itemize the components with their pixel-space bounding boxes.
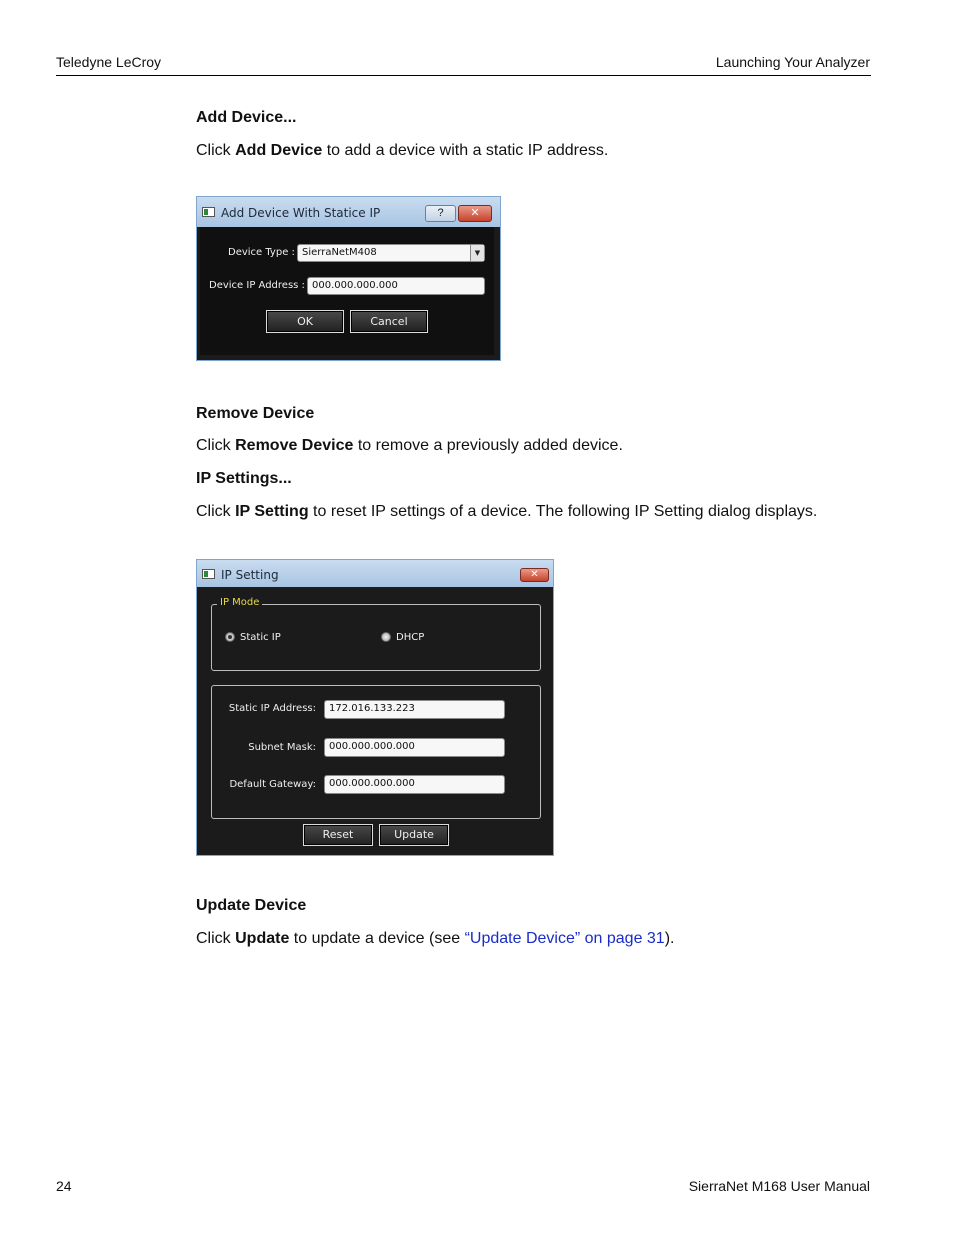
device-type-select[interactable]: SierraNetM408 ▼ [297,244,485,262]
default-gateway-input[interactable]: 000.000.000.000 [324,775,505,794]
ip-settings-heading: IP Settings... [196,470,292,487]
cancel-button[interactable]: Cancel [350,310,428,333]
device-ip-label: Device IP Address : [209,280,305,291]
header-rule [56,75,871,76]
page-number: 24 [56,1178,72,1194]
ip-mode-group [211,597,541,671]
window-icon [202,569,215,579]
add-device-dialog [196,196,501,361]
ip-dialog-title: IP Setting [221,568,279,582]
window-icon [202,207,215,217]
reset-button[interactable]: Reset [303,824,373,846]
update-device-paragraph: Click Update to update a device (see “Update Device” on page 31). [196,930,675,947]
add-device-paragraph: Click Add Device to add a device with a static IP address. [196,142,609,159]
ip-setting-dialog [196,559,554,856]
static-ip-radio[interactable] [225,632,235,642]
device-type-label: Device Type : [228,247,295,258]
dhcp-radio-label: DHCP [396,632,425,643]
static-ip-address-label: Static IP Address: [228,703,316,714]
ip-dialog-titlebar [197,560,553,587]
chevron-down-icon[interactable]: ▼ [470,245,484,261]
add-dialog-title: Add Device With Statice IP [221,206,381,220]
add-dialog-body [200,227,494,355]
address-group [211,685,541,819]
add-device-heading: Add Device... [196,109,297,126]
static-ip-address-input[interactable]: 172.016.133.223 [324,700,505,719]
device-ip-input[interactable]: 000.000.000.000 [307,277,485,295]
close-button[interactable]: ✕ [458,205,492,222]
update-device-link[interactable]: “Update Device” on page 31 [464,930,665,947]
header-company: Teledyne LeCroy [56,54,162,70]
ip-mode-legend: IP Mode [217,597,262,608]
help-button[interactable]: ? [425,205,456,222]
static-ip-radio-label: Static IP [240,632,281,643]
header-chapter: Launching Your Analyzer [715,54,870,70]
remove-device-paragraph: Click Remove Device to remove a previously added device. [196,437,623,454]
close-button[interactable]: ✕ [520,568,549,582]
ip-settings-paragraph: Click IP Setting to reset IP settings of a device. The following IP Setting dialog displays. [196,503,818,520]
remove-device-heading: Remove Device [196,405,315,422]
subnet-mask-label: Subnet Mask: [248,742,316,753]
update-device-heading: Update Device [196,897,307,914]
default-gateway-label: Default Gateway: [229,779,316,790]
dhcp-radio[interactable] [381,632,391,642]
ok-button[interactable]: OK [266,310,344,333]
update-button[interactable]: Update [379,824,449,846]
manual-title: SierraNet M168 User Manual [688,1178,870,1194]
add-dialog-titlebar [197,197,500,227]
subnet-mask-input[interactable]: 000.000.000.000 [324,738,505,757]
